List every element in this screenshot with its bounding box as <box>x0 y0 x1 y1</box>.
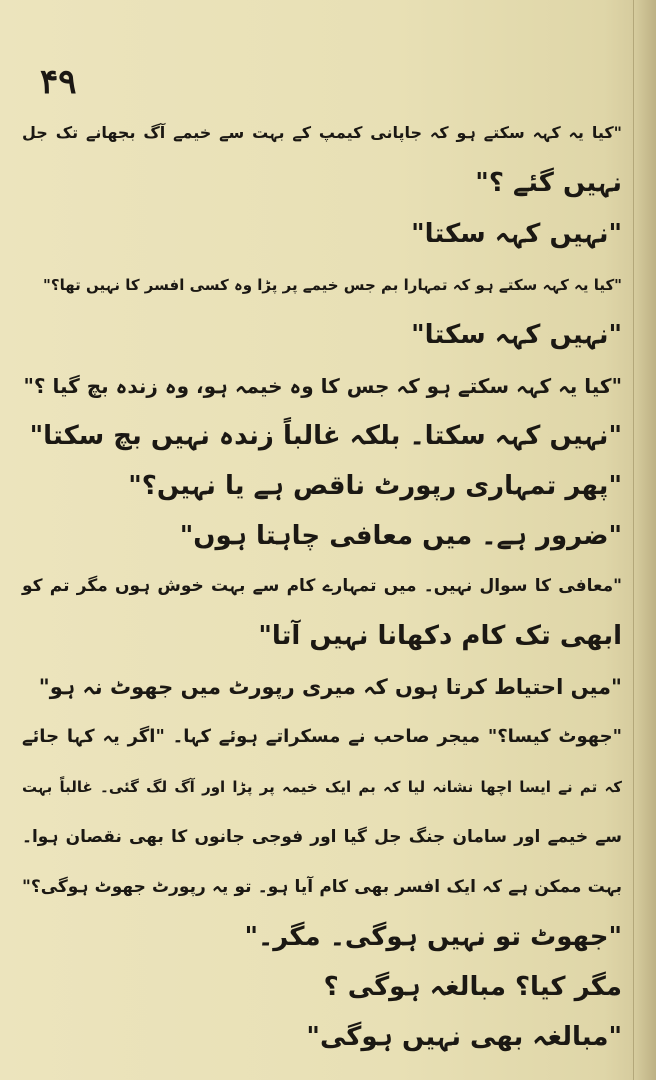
text-line: "ضرور ہے۔ میں معافی چاہتا ہوں" <box>179 521 622 551</box>
text-line: "کیا یہ کہہ سکتے ہو کہ جس کا وہ خیمہ ہو، وہ زندہ بچ گیا ؟" <box>23 374 622 398</box>
text-line: "معافی کا سوال نہیں۔ میں تمہارے کام سے بہت خوش ہوں مگر تم کو <box>22 576 622 596</box>
text-line: "نہیں کہہ سکتا۔ بلکہ غالباً زندہ نہیں بچ سکتا" <box>29 421 622 451</box>
text-line: "نہیں کہہ سکتا" <box>411 320 622 350</box>
page-number: ۴۹ <box>40 62 77 102</box>
text-line: "میں احتیاط کرتا ہوں کہ میری رپورٹ میں جھوٹ نہ ہو" <box>38 675 622 699</box>
text-line: ابھی تک کام دکھانا نہیں آتا" <box>258 621 622 651</box>
text-line: کہ تم نے ایسا اچھا نشانہ لیا کہ بم ایک خیمہ پر پڑا اور آگ لگ گئی۔ غالباً بہت <box>22 778 622 796</box>
text-line: "پھر تمہاری رپورٹ ناقص ہے یا نہیں؟" <box>128 471 622 501</box>
text-line: "مبالغہ بھی نہیں ہوگی" <box>306 1022 622 1052</box>
text-line: "جھوٹ تو نہیں ہوگی۔ مگر۔" <box>244 922 622 952</box>
text-line: "جھوٹ کیسا؟" میجر صاحب نے مسکراتے ہوئے کہا۔ "اگر یہ کہا جائے <box>22 726 622 747</box>
text-line: "نہیں کہہ سکتا" <box>411 219 622 249</box>
page-edge <box>633 0 656 1080</box>
text-line: مگر کیا؟ مبالغہ ہوگی ؟ <box>323 972 622 1002</box>
text-line: "کیا یہ کہہ سکتے ہو کہ جاپانی کیمپ کے بہت سے خیمے آگ بجھانے تک جل <box>22 123 622 142</box>
text-line: نہیں گئے ؟" <box>475 168 622 198</box>
text-line: بہت ممکن ہے کہ ایک افسر بھی کام آیا ہو۔ تو یہ رپورٹ جھوٹ ہوگی؟" <box>22 877 622 897</box>
text-line: سے خیمے اور سامان جنگ جل گیا اور فوجی جانوں کا بھی نقصان ہوا۔ <box>22 827 622 847</box>
text-line: "کیا یہ کہہ سکتے ہو کہ تمہارا بم جس خیمے پر پڑا وہ کسی افسر کا نہیں تھا؟" <box>43 276 622 294</box>
